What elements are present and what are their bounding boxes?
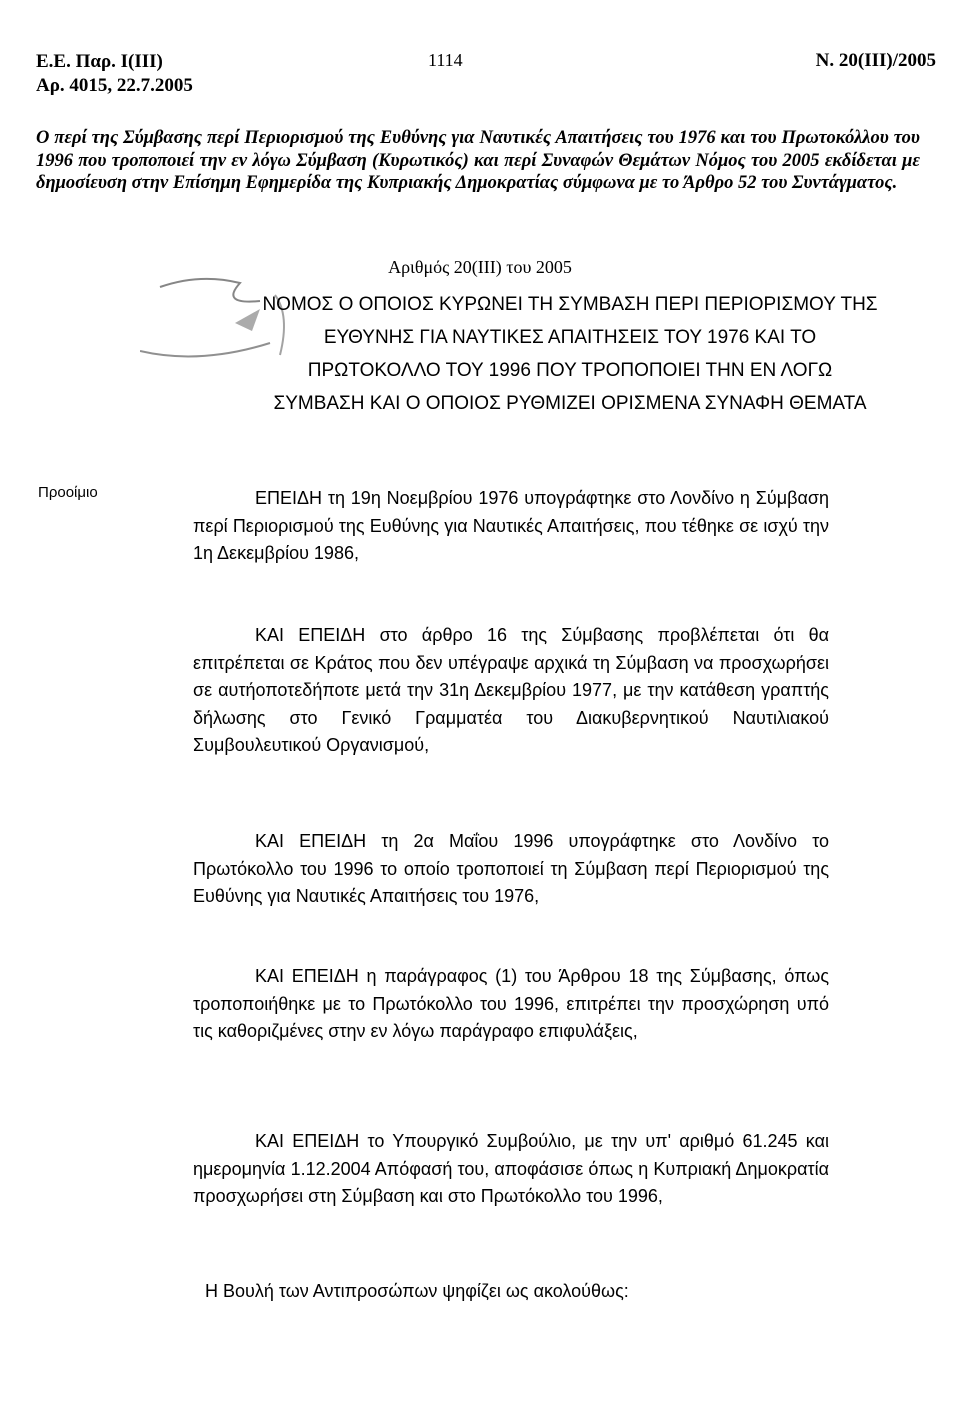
recital-text: ΕΠΕΙΔΗ τη 19η Νοεμβρίου 1976 υπογράφτηκε στο Λονδίνο η Σύμβαση περί Περιορισμού της Ευθύνης για Ναυτικές Απαιτήσεις, που τέθηκε σε ισχύ την 1η Δεκεμβρίου 1986, xyxy=(193,488,829,563)
recital-paragraph xyxy=(193,828,829,911)
recital-paragraph xyxy=(193,622,829,760)
law-reference: Ν. 20(ΙΙΙ)/2005 xyxy=(815,50,936,71)
gazette-reference xyxy=(36,50,193,98)
page-number: 1114 xyxy=(428,50,463,70)
publication-preamble: Ο περί της Σύμβασης περί Περιορισμού της Ευθύνης για Ναυτικές Απαιτήσεις του 1976 και του Πρωτοκόλλου του 1996 που τροποποιεί την εν λόγω Σύμβαση (Κυρωτικός) και περί Συναφών Θεμάτων Νόμος του 2005 εκδίδεται με δημοσίευση στην Επίσημη Εφημερίδα της Κυπριακής Δημοκρατίας σύμφωνα με το Άρθρο 52 του Συντάγματος. xyxy=(36,128,920,193)
law-number: Αριθμός 20(III) του 2005 xyxy=(388,257,572,277)
recital-text: ΚΑΙ ΕΠΕΙΔΗ η παράγραφος (1) του Άρθρου 18 της Σύμβασης, όπως τροποποιήθηκε με το Πρωτόκολλο του 1996, επιτρέπει την προσχώρηση υπό τις καθοριζμένες στην εν λόγω παράγραφο επιφυλάξεις, xyxy=(193,966,829,1041)
gazette-issue-date: Αρ. 4015, 22.7.2005 xyxy=(36,75,193,96)
margin-note-preamble: Προοίμιο xyxy=(38,484,98,501)
recital-paragraph xyxy=(193,963,829,1046)
recital-text: ΚΑΙ ΕΠΕΙΔΗ τη 2α Μαΐου 1996 υπογράφτηκε στο Λονδίνο το Πρωτόκολλο του 1996 το οποίο τροποποιεί τη Σύμβαση περί Περιορισμού της Ευθύνης για Ναυτικές Απαιτήσεις του 1976, xyxy=(193,831,829,906)
law-title: ΝΟΜΟΣ Ο ΟΠΟΙΟΣ ΚΥΡΩΝΕΙ ΤΗ ΣΥΜΒΑΣΗ ΠΕΡΙ ΠΕΡΙΟΡΙΣΜΟΥ ΤΗΣ ΕΥΘΥΝΗΣ ΓΙΑ ΝΑΥΤΙΚΕΣ ΑΠΑΙΤΗΣΕΙΣ ΤΟΥ 1976 ΚΑΙ ΤΟ ΠΡΩΤΟΚΟΛΛΟ ΤΟΥ 1996 ΠΟΥ ΤΡΟΠΟΠΟΙΕΙ ΤΗΝ ΕΝ ΛΟΓΩ ΣΥΜΒΑΣΗ ΚΑΙ Ο ΟΠΟΙΟΣ ΡΥΘΜΙΖΕΙ ΟΡΙΣΜΕΝΑ ΣΥΝΑΦΗ ΘΕΜΑΤΑ xyxy=(262,294,878,414)
recital-paragraph xyxy=(193,485,829,568)
enacting-clause: Η Βουλή των Αντιπροσώπων ψηφίζει ως ακολούθως: xyxy=(205,1281,629,1301)
recital-text: ΚΑΙ ΕΠΕΙΔΗ το Υπουργικό Συμβούλιο, με την υπ' αριθμό 61.245 και ημερομηνία 1.12.2004 Απόφασή του, αποφάσισε όπως η Κυπριακή Δημοκρατία προσχωρήσει στη Σύμβαση και στο Πρωτόκολλο του 1996, xyxy=(193,1131,829,1206)
recital-text: ΚΑΙ ΕΠΕΙΔΗ στο άρθρο 16 της Σύμβασης προβλέπεται ότι θα επιτρέπεται σε Κράτος που δεν υπέγραψε αρχικά τη Σύμβαση να προσχωρήσει σε αυτήοποτεδήποτε μετά την 31η Δεκεμβρίου 1977, με την κατάθεση γραπτής δήλωσης στο Γενικό Γραμματέα του Διακυβερνητικού Ναυτιλιακού Συμβουλευτικού Οργανισμού, xyxy=(193,625,829,755)
gazette-part: Ε.Ε. Παρ. Ι(ΙΙΙ) xyxy=(36,51,163,72)
recital-paragraph xyxy=(193,1128,829,1211)
